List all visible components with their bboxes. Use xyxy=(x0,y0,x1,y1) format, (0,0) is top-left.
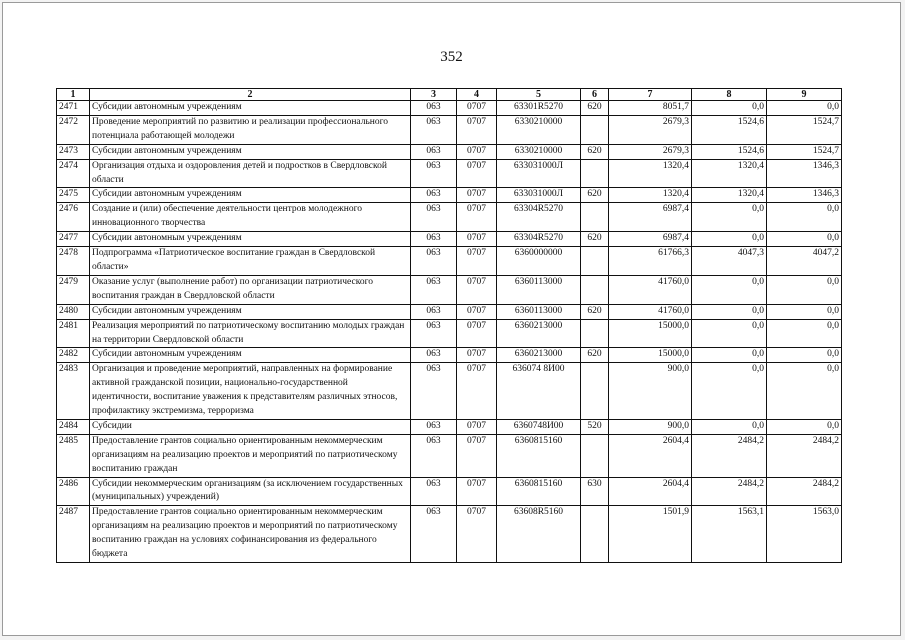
row-description: Субсидии автономным учреждениям xyxy=(90,144,411,159)
ministry-code: 063 xyxy=(411,419,457,434)
target-article-code: 6330210000 xyxy=(497,144,581,159)
amount-year-3: 4047,2 xyxy=(767,247,842,276)
amount-year-2: 0,0 xyxy=(692,348,767,363)
ministry-code: 063 xyxy=(411,247,457,276)
expense-type-code: 520 xyxy=(581,419,609,434)
ministry-code: 063 xyxy=(411,159,457,188)
row-number: 2478 xyxy=(57,247,90,276)
row-number: 2475 xyxy=(57,188,90,203)
row-number: 2483 xyxy=(57,363,90,420)
amount-year-1: 6987,4 xyxy=(609,232,692,247)
column-header: 9 xyxy=(767,89,842,101)
amount-year-3: 2484,2 xyxy=(767,434,842,477)
row-number: 2487 xyxy=(57,506,90,563)
amount-year-1: 900,0 xyxy=(609,419,692,434)
table-row xyxy=(57,477,842,506)
table-row xyxy=(57,319,842,348)
row-number: 2479 xyxy=(57,275,90,304)
row-description: Организация и проведение мероприятий, направленных на формирование активной гражданской позиции, национально-государственной идентичности, воспитание уважения к представителям различных этносов, профилактику экстремизма, терроризма xyxy=(90,363,411,420)
amount-year-2: 0,0 xyxy=(692,319,767,348)
target-article-code: 6360113000 xyxy=(497,304,581,319)
row-number: 2481 xyxy=(57,319,90,348)
amount-year-3: 1346,3 xyxy=(767,188,842,203)
expense-type-code: 620 xyxy=(581,188,609,203)
amount-year-1: 900,0 xyxy=(609,363,692,420)
amount-year-1: 61766,3 xyxy=(609,247,692,276)
ministry-code: 063 xyxy=(411,203,457,232)
amount-year-3: 0,0 xyxy=(767,232,842,247)
table-row xyxy=(57,101,842,116)
section-code: 0707 xyxy=(457,348,497,363)
column-header: 1 xyxy=(57,89,90,101)
target-article-code: 6360748И00 xyxy=(497,419,581,434)
row-number: 2477 xyxy=(57,232,90,247)
row-description: Субсидии автономным учреждениям xyxy=(90,101,411,116)
table-row xyxy=(57,434,842,477)
target-article-code: 6330210000 xyxy=(497,115,581,144)
target-article-code: 633031000Л xyxy=(497,188,581,203)
amount-year-3: 0,0 xyxy=(767,319,842,348)
amount-year-1: 1501,9 xyxy=(609,506,692,563)
target-article-code: 6360000000 xyxy=(497,247,581,276)
expense-type-code: 620 xyxy=(581,348,609,363)
amount-year-2: 0,0 xyxy=(692,419,767,434)
row-number: 2472 xyxy=(57,115,90,144)
row-description: Субсидии xyxy=(90,419,411,434)
section-code: 0707 xyxy=(457,275,497,304)
expense-type-code: 620 xyxy=(581,304,609,319)
amount-year-1: 1320,4 xyxy=(609,188,692,203)
expense-type-code xyxy=(581,434,609,477)
ministry-code: 063 xyxy=(411,434,457,477)
amount-year-2: 1320,4 xyxy=(692,188,767,203)
amount-year-3: 0,0 xyxy=(767,419,842,434)
expense-type-code xyxy=(581,319,609,348)
amount-year-1: 2679,3 xyxy=(609,115,692,144)
target-article-code: 63301R5270 xyxy=(497,101,581,116)
ministry-code: 063 xyxy=(411,477,457,506)
page-number: 352 xyxy=(440,49,463,65)
ministry-code: 063 xyxy=(411,319,457,348)
section-code: 0707 xyxy=(457,203,497,232)
row-description: Реализация мероприятий по патриотическому воспитанию молодых граждан на территории Свердловской области xyxy=(90,319,411,348)
column-header: 3 xyxy=(411,89,457,101)
row-number: 2485 xyxy=(57,434,90,477)
amount-year-1: 41760,0 xyxy=(609,275,692,304)
ministry-code: 063 xyxy=(411,144,457,159)
column-header: 7 xyxy=(609,89,692,101)
column-header: 8 xyxy=(692,89,767,101)
table-row xyxy=(57,348,842,363)
row-description: Субсидии некоммерческим организациям (за исключением государственных (муниципальных) учреждений) xyxy=(90,477,411,506)
section-code: 0707 xyxy=(457,304,497,319)
table-row xyxy=(57,363,842,420)
expense-type-code xyxy=(581,363,609,420)
ministry-code: 063 xyxy=(411,348,457,363)
row-description: Предоставление грантов социально ориентированным некоммерческим организациям на реализацию проектов и мероприятий по патриотическому воспитанию граждан на условиях софинансирования из федерального бюджета xyxy=(90,506,411,563)
section-code: 0707 xyxy=(457,247,497,276)
target-article-code: 63304R5270 xyxy=(497,232,581,247)
expense-type-code: 620 xyxy=(581,232,609,247)
section-code: 0707 xyxy=(457,363,497,420)
table-row xyxy=(57,275,842,304)
target-article-code: 6360815160 xyxy=(497,434,581,477)
table-body xyxy=(57,101,842,563)
expense-type-code: 620 xyxy=(581,101,609,116)
row-description: Предоставление грантов социально ориентированным некоммерческим организациям на реализацию проектов и мероприятий по патриотическому воспитанию граждан xyxy=(90,434,411,477)
expense-type-code: 630 xyxy=(581,477,609,506)
row-description: Создание и (или) обеспечение деятельности центров молодежного инновационного творчества xyxy=(90,203,411,232)
section-code: 0707 xyxy=(457,101,497,116)
amount-year-1: 1320,4 xyxy=(609,159,692,188)
row-description: Проведение мероприятий по развитию и реализации профессионального потенциала работающей молодежи xyxy=(90,115,411,144)
target-article-code: 6360815160 xyxy=(497,477,581,506)
table-row xyxy=(57,188,842,203)
target-article-code: 6360213000 xyxy=(497,319,581,348)
amount-year-3: 0,0 xyxy=(767,275,842,304)
target-article-code: 6360213000 xyxy=(497,348,581,363)
amount-year-2: 0,0 xyxy=(692,275,767,304)
row-number: 2471 xyxy=(57,101,90,116)
amount-year-3: 0,0 xyxy=(767,363,842,420)
ministry-code: 063 xyxy=(411,115,457,144)
ministry-code: 063 xyxy=(411,101,457,116)
row-number: 2473 xyxy=(57,144,90,159)
row-description: Организация отдыха и оздоровления детей и подростков в Свердловской области xyxy=(90,159,411,188)
amount-year-3: 1524,7 xyxy=(767,115,842,144)
amount-year-2: 1524,6 xyxy=(692,144,767,159)
section-code: 0707 xyxy=(457,159,497,188)
expense-type-code xyxy=(581,247,609,276)
section-code: 0707 xyxy=(457,188,497,203)
table-row xyxy=(57,144,842,159)
amount-year-3: 0,0 xyxy=(767,203,842,232)
row-description: Субсидии автономным учреждениям xyxy=(90,232,411,247)
ministry-code: 063 xyxy=(411,188,457,203)
row-description: Субсидии автономным учреждениям xyxy=(90,304,411,319)
target-article-code: 6360113000 xyxy=(497,275,581,304)
expense-type-code: 620 xyxy=(581,144,609,159)
amount-year-1: 41760,0 xyxy=(609,304,692,319)
document-page xyxy=(2,2,901,636)
amount-year-2: 1563,1 xyxy=(692,506,767,563)
amount-year-2: 0,0 xyxy=(692,232,767,247)
amount-year-3: 1563,0 xyxy=(767,506,842,563)
section-code: 0707 xyxy=(457,506,497,563)
table-row xyxy=(57,203,842,232)
amount-year-2: 4047,3 xyxy=(692,247,767,276)
row-number: 2474 xyxy=(57,159,90,188)
amount-year-2: 1524,6 xyxy=(692,115,767,144)
target-article-code: 63304R5270 xyxy=(497,203,581,232)
row-description: Оказание услуг (выполнение работ) по организации патриотического воспитания граждан в Свердловской области xyxy=(90,275,411,304)
amount-year-2: 0,0 xyxy=(692,203,767,232)
amount-year-1: 2604,4 xyxy=(609,477,692,506)
row-number: 2486 xyxy=(57,477,90,506)
amount-year-3: 1346,3 xyxy=(767,159,842,188)
section-code: 0707 xyxy=(457,319,497,348)
expense-type-code xyxy=(581,203,609,232)
table-row xyxy=(57,232,842,247)
section-code: 0707 xyxy=(457,232,497,247)
target-article-code: 63608R5160 xyxy=(497,506,581,563)
row-number: 2484 xyxy=(57,419,90,434)
ministry-code: 063 xyxy=(411,232,457,247)
column-header: 6 xyxy=(581,89,609,101)
target-article-code: 636074 8И00 xyxy=(497,363,581,420)
column-header: 2 xyxy=(90,89,411,101)
column-header: 4 xyxy=(457,89,497,101)
row-description: Субсидии автономным учреждениям xyxy=(90,188,411,203)
row-number: 2480 xyxy=(57,304,90,319)
amount-year-3: 1524,7 xyxy=(767,144,842,159)
ministry-code: 063 xyxy=(411,275,457,304)
section-code: 0707 xyxy=(457,434,497,477)
section-code: 0707 xyxy=(457,419,497,434)
amount-year-2: 0,0 xyxy=(692,101,767,116)
table-row xyxy=(57,304,842,319)
amount-year-1: 8051,7 xyxy=(609,101,692,116)
section-code: 0707 xyxy=(457,477,497,506)
table-row xyxy=(57,159,842,188)
amount-year-1: 2604,4 xyxy=(609,434,692,477)
amount-year-2: 2484,2 xyxy=(692,477,767,506)
amount-year-2: 0,0 xyxy=(692,304,767,319)
row-description: Подпрограмма «Патриотическое воспитание граждан в Свердловской области» xyxy=(90,247,411,276)
amount-year-3: 2484,2 xyxy=(767,477,842,506)
column-header: 5 xyxy=(497,89,581,101)
section-code: 0707 xyxy=(457,144,497,159)
amount-year-2: 0,0 xyxy=(692,363,767,420)
table-row xyxy=(57,419,842,434)
expense-type-code xyxy=(581,115,609,144)
ministry-code: 063 xyxy=(411,363,457,420)
amount-year-2: 2484,2 xyxy=(692,434,767,477)
amount-year-1: 15000,0 xyxy=(609,348,692,363)
table-row xyxy=(57,115,842,144)
amount-year-1: 2679,3 xyxy=(609,144,692,159)
ministry-code: 063 xyxy=(411,304,457,319)
budget-table xyxy=(56,88,842,563)
ministry-code: 063 xyxy=(411,506,457,563)
section-code: 0707 xyxy=(457,115,497,144)
amount-year-2: 1320,4 xyxy=(692,159,767,188)
amount-year-1: 15000,0 xyxy=(609,319,692,348)
table-header-row xyxy=(57,89,842,101)
row-number: 2476 xyxy=(57,203,90,232)
row-number: 2482 xyxy=(57,348,90,363)
amount-year-1: 6987,4 xyxy=(609,203,692,232)
target-article-code: 633031000Л xyxy=(497,159,581,188)
amount-year-3: 0,0 xyxy=(767,304,842,319)
amount-year-3: 0,0 xyxy=(767,348,842,363)
table-row xyxy=(57,506,842,563)
expense-type-code xyxy=(581,159,609,188)
expense-type-code xyxy=(581,506,609,563)
amount-year-3: 0,0 xyxy=(767,101,842,116)
table-row xyxy=(57,247,842,276)
row-description: Субсидии автономным учреждениям xyxy=(90,348,411,363)
expense-type-code xyxy=(581,275,609,304)
